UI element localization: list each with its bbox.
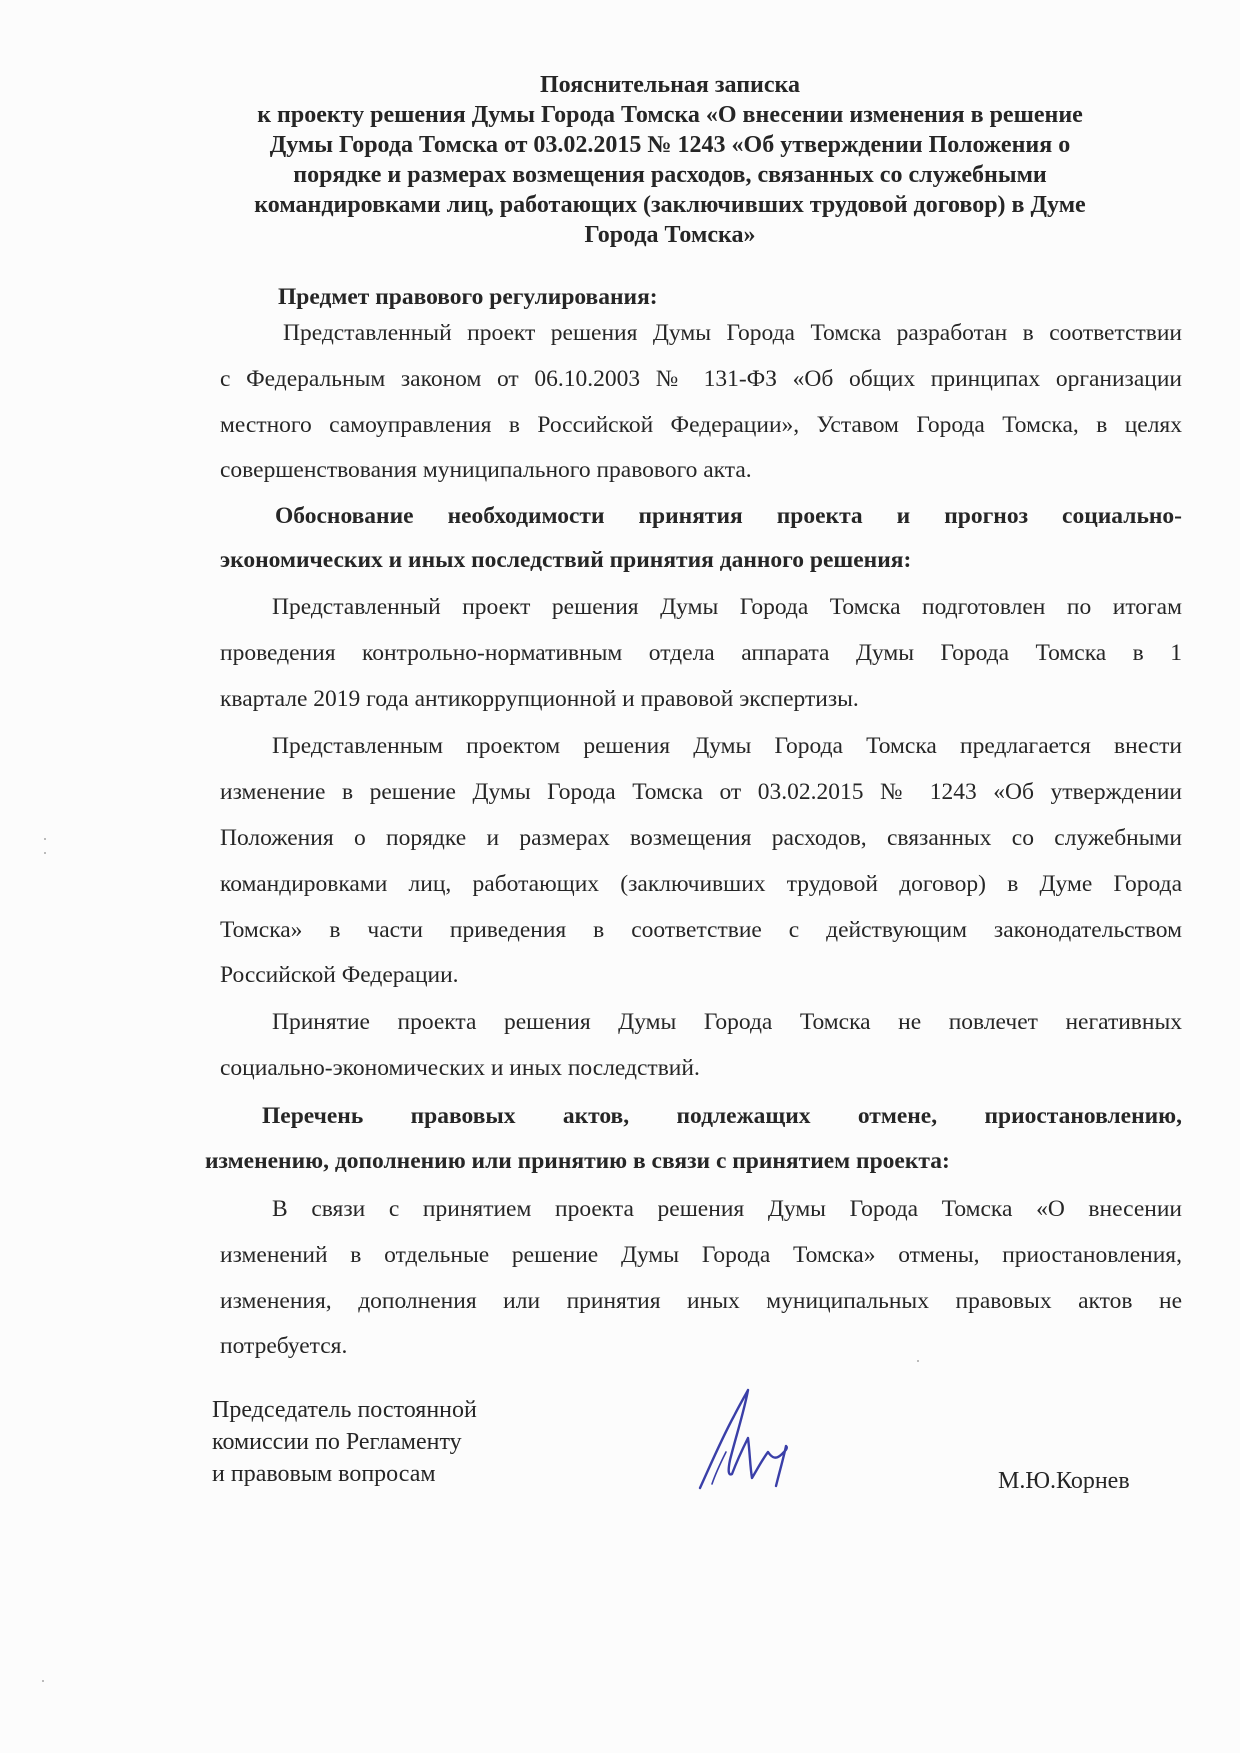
scan-speck <box>917 1360 919 1362</box>
section2-para3-line: Принятие проекта решения Думы Города Томска не повлечет негативных <box>272 1009 1182 1035</box>
title-line: Думы Города Томска от 03.02.2015 № 1243 «Об утверждении Положения о <box>269 132 1071 158</box>
signatory-position-line: и правовым вопросам <box>212 1461 436 1487</box>
section2-para2-line: Положения о порядке и размерах возмещения расходов, связанных со служебными <box>220 825 1182 851</box>
signatory-name: М.Ю.Корнев <box>998 1468 1130 1494</box>
section2-heading-line: Обоснование необходимости принятия проекта и прогноз социально- <box>275 503 1182 529</box>
title-line: Города Томска» <box>584 222 756 248</box>
signatory-position-line: Председатель постоянной <box>212 1397 477 1423</box>
section3-line: изменения, дополнения или принятия иных муниципальных правовых актов не <box>220 1288 1182 1314</box>
section1-line: местного самоуправления в Российской Федерации», Уставом Города Томска, в целях <box>220 412 1182 438</box>
signatory-position-line: комиссии по Регламенту <box>212 1429 462 1455</box>
section3-line: изменений в отдельные решение Думы Города Томска» отмены, приостановления, <box>220 1242 1182 1268</box>
title-line: Пояснительная записка <box>539 72 800 98</box>
title-line: порядке и размерах возмещения расходов, связанных со служебными <box>293 162 1047 188</box>
scan-speck <box>42 1680 44 1682</box>
section1-line: совершенствования муниципального правового акта. <box>220 457 752 483</box>
section3-line: потребуется. <box>220 1333 348 1359</box>
scan-speck <box>44 852 46 854</box>
section1-heading: Предмет правового регулирования: <box>278 284 658 310</box>
title-line: командировками лиц, работающих (заключивших трудовой договор) в Думе <box>254 192 1086 218</box>
title-line: к проекту решения Думы Города Томска «О внесении изменения в решение <box>257 102 1083 128</box>
section2-para2-line: Российской Федерации. <box>220 962 459 988</box>
section3-line: В связи с принятием проекта решения Думы Города Томска «О внесении <box>272 1196 1182 1222</box>
document-title <box>200 70 1140 250</box>
section2-para2-line: Представленным проектом решения Думы Города Томска предлагается внести <box>272 733 1182 759</box>
scan-speck <box>44 838 46 840</box>
handwritten-signature <box>692 1388 802 1498</box>
section2-heading-line: экономических и иных последствий принятия данного решения: <box>220 547 912 573</box>
section3-heading-line: изменению, дополнению или принятию в связи с принятием проекта: <box>205 1148 950 1174</box>
section1-line: с Федеральным законом от 06.10.2003 № 131-ФЗ «Об общих принципах организации <box>220 366 1182 392</box>
section2-para2-line: изменение в решение Думы Города Томска от 03.02.2015 № 1243 «Об утверждении <box>220 779 1182 805</box>
section2-para1-line: Представленный проект решения Думы Города Томска подготовлен по итогам <box>272 594 1182 620</box>
section2-para2-line: Томска» в части приведения в соответствие с действующим законодательством <box>220 917 1182 943</box>
signatory-position <box>212 1394 477 1490</box>
section2-para1-line: проведения контрольно-нормативным отдела аппарата Думы Города Томска в 1 <box>220 640 1182 666</box>
section2-para3-line: социально-экономических и иных последствий. <box>220 1055 700 1081</box>
section2-para2-line: командировками лиц, работающих (заключивших трудовой договор) в Думе Города <box>220 871 1182 897</box>
section2-para1-line: квартале 2019 года антикоррупционной и правовой экспертизы. <box>220 686 859 712</box>
section3-heading-line: Перечень правовых актов, подлежащих отмене, приостановлению, <box>262 1103 1182 1129</box>
section1-line: Представленный проект решения Думы Города Томска разработан в соответствии <box>283 320 1182 346</box>
